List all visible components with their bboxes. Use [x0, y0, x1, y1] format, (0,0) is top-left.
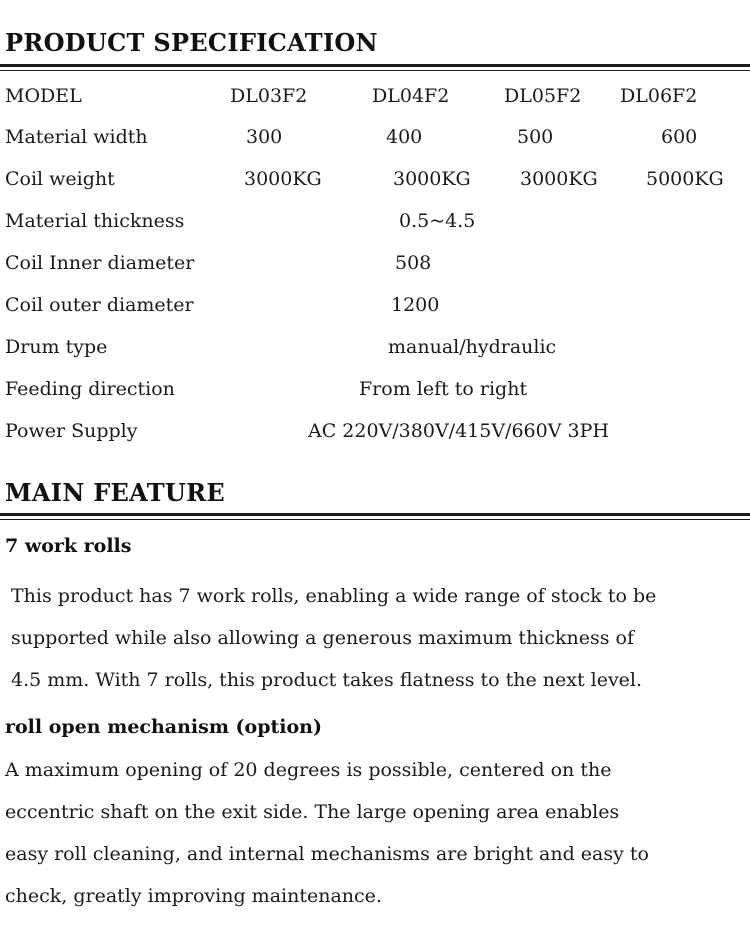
- coil-weight-value-2: 3000KG: [393, 168, 471, 190]
- material-width-label: Material width: [5, 126, 148, 148]
- roll-open-line-1: A maximum opening of 20 degrees is possible, centered on the: [5, 759, 612, 781]
- coil-weight-value-3: 3000KG: [520, 168, 598, 190]
- power-supply-label: Power Supply: [5, 420, 138, 442]
- model-value-3: DL05F2: [504, 85, 582, 107]
- spec-title-rule-thin: [0, 70, 750, 71]
- spec-section-title: PRODUCT SPECIFICATION: [5, 28, 378, 57]
- material-width-value-2: 400: [386, 126, 423, 148]
- material-thickness-label: Material thickness: [5, 210, 185, 232]
- work-rolls-line-3: 4.5 mm. With 7 rolls, this product takes flatness to the next level.: [11, 669, 643, 691]
- feature-section-title: MAIN FEATURE: [5, 478, 225, 507]
- model-value-1: DL03F2: [230, 85, 308, 107]
- work-rolls-heading: 7 work rolls: [5, 535, 132, 557]
- drum-type-label: Drum type: [5, 336, 108, 358]
- work-rolls-line-1: This product has 7 work rolls, enabling a wide range of stock to be: [11, 585, 657, 607]
- power-supply-value: AC 220V/380V/415V/660V 3PH: [308, 420, 609, 442]
- feature-title-rule-thin: [0, 519, 750, 520]
- coil-outer-diameter-value: 1200: [391, 294, 440, 316]
- model-value-4: DL06F2: [620, 85, 698, 107]
- material-thickness-value: 0.5~4.5: [399, 210, 476, 232]
- material-width-value-4: 600: [661, 126, 698, 148]
- coil-weight-label: Coil weight: [5, 168, 115, 190]
- roll-open-line-2: eccentric shaft on the exit side. The large opening area enables: [5, 801, 620, 823]
- roll-open-heading: roll open mechanism (option): [5, 716, 322, 738]
- coil-outer-diameter-label: Coil outer diameter: [5, 294, 194, 316]
- work-rolls-line-2: supported while also allowing a generous maximum thickness of: [11, 627, 635, 649]
- model-value-2: DL04F2: [372, 85, 450, 107]
- feeding-direction-label: Feeding direction: [5, 378, 175, 400]
- coil-weight-value-1: 3000KG: [244, 168, 322, 190]
- drum-type-value: manual/hydraulic: [388, 336, 557, 358]
- feeding-direction-value: From left to right: [359, 378, 528, 400]
- roll-open-line-3: easy roll cleaning, and internal mechanisms are bright and easy to: [5, 843, 649, 865]
- coil-inner-diameter-value: 508: [395, 252, 432, 274]
- coil-weight-value-4: 5000KG: [646, 168, 724, 190]
- material-width-value-1: 300: [246, 126, 283, 148]
- material-width-value-3: 500: [517, 126, 554, 148]
- spec-title-rule: [0, 64, 750, 67]
- roll-open-line-4: check, greatly improving maintenance.: [5, 885, 382, 907]
- feature-title-rule: [0, 513, 750, 516]
- model-label: MODEL: [5, 85, 82, 107]
- coil-inner-diameter-label: Coil Inner diameter: [5, 252, 195, 274]
